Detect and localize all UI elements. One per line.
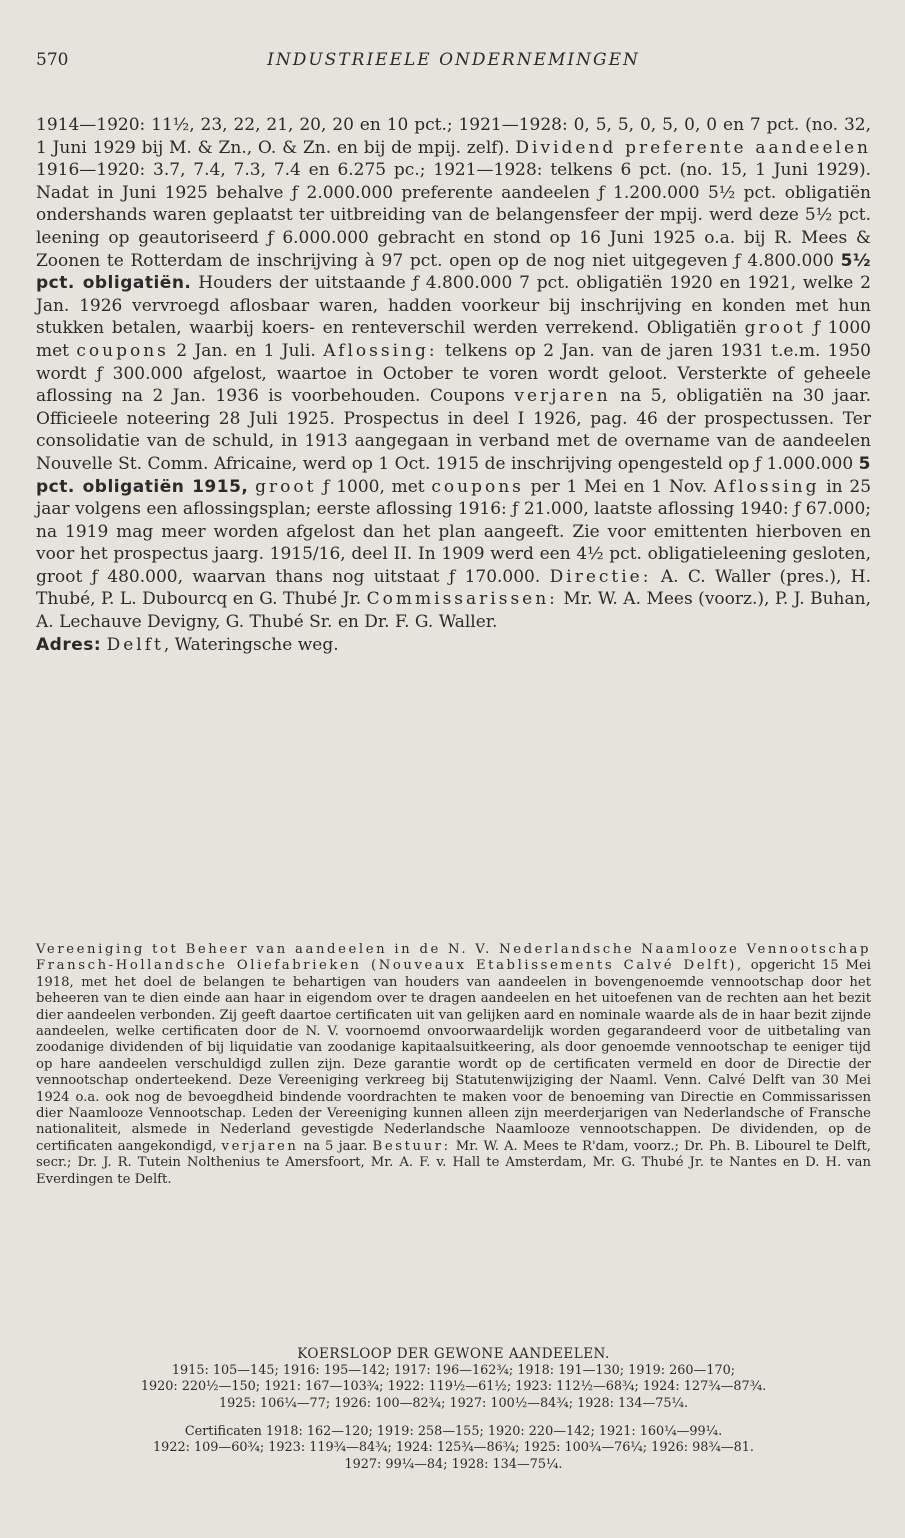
page-header (36, 50, 871, 74)
label-groot-1915: groot (255, 476, 317, 497)
text-directie: A. C. Waller (pres.), H. Thubé, P. L. Dubourcq en G. Thubé Jr. (36, 566, 871, 610)
label-adres: Adres: (36, 634, 102, 655)
vereeniging-paragraph (36, 942, 871, 1188)
vereeniging-section (36, 942, 871, 1188)
text-redemption: telkens op 2 Jan. van de jaren 1931 t.e.m. 1950 wordt ƒ 300.000 afgelost, waartoe in October te voren wordt geloot. Versterkte of geheele aflossing na 2 Jan. 1936 is voorbehouden. Coupons (36, 340, 871, 407)
main-paragraph (36, 114, 871, 634)
text-coupon-dates-1915: per 1 Mei en 1 Nov. (523, 476, 714, 497)
label-aflossing-1915: Aflossing (713, 476, 820, 497)
koers-line: Certificaten 1918: 162—120; 1919: 258—155; 1920: 220—142; 1921: 160¼—99¼. (184, 1424, 723, 1439)
koersloop-gewone (36, 1363, 871, 1412)
text-bond-details: Houders der uitstaande ƒ 4.800.000 7 pct. obligatiën 1920 en 1921, welke 2 Jan. 1926 vervroegd aflosbaar waren, hadden voorkeur bij inschrijving en konden met hun stukken betalen, waarbij koers- en renteverschil werden verrekend. Obligatiën (36, 273, 871, 339)
label-directie: Directie: (549, 566, 652, 587)
vereeniging-description: opgericht 15 Mei 1918, met het doel de belangen te behartigen van houders van aandeelen in bovengenoemde vennootschap door het beheeren van te dien einde aan haar in eigendom over te dragen aandeelen en het uitoefenen van de rechten aan het bezit dier aandeelen verbonden. Zij geeft daartoe certificaten uit van gelijken aard en nominale waarde als de in haar bezit zijnde aandeelen, welke certificaten door de N. V. voornoemd onvoorwaardelijk worden gegarandeerd voor de uitbetaling van zoodanige dividenden of bij liquidatie van zoodanige kapitaalsuitkeering, als door genoemde vennootschap te eeniger tijd op hare aandeelen verschuldigd zullen zijn. Deze garantie wordt op de certificaten vermeld en door de Directie der vennootschap onderteekend. Deze Vereeniging verkreeg bij Statutenwijziging der Naaml. Venn. Calvé Delft van 30 Mei 1924 o.a. ook nog de bevoegdheid bindende voordrachten te maken voor de benoeming van Directie en Commissarissen dier Naamlooze Vennootschap. Leden der Vereeniging kunnen alleen zijn meerderjarigen van Nederlandsche of Fransche nationaliteit, alsmede in Nederland gevestigde Nederlandsche Naamlooze vennootschappen. De dividenden, op de certificaten aangekondigd, (36, 958, 872, 1154)
text-bond-issue: 1916—1920: 3.7, 7.4, 7.3, 7.4 en 6.275 pc.; 1921—1928: telkens 6 pct. (no. 15, 1 Juni 1929). Nadat in Juni 1925 behalve ƒ 2.000.000 preferente aandeelen ƒ 1.200.000 5½ pct. obligatiën ondershands waren geplaatst ter uitbreiding van de belangensfeer der mpij. werd deze 5½ pct. leening op geautoriseerd ƒ 6.000.000 gebracht en stond op 16 Juni 1925 o.a. bij R. Mees & Zoonen te Rotterdam de inschrijving à 97 pct. open op de nog niet uitgegeven ƒ 4.800.000 (36, 160, 871, 271)
label-coupons-1915: coupons (431, 476, 524, 497)
koers-line: 1920: 220½—150; 1921: 167—103¾; 1922: 119½—61½; 1923: 112½—68¾; 1924: 127¾—87¾. (140, 1379, 767, 1395)
text-dividend-common: 1914—1920: 11½, 23, 22, 21, 20, 20 en 10 pct.; 1921—1928: 0, 5, 5, 0, 5, 0, 0 en 7 pct. (no. 32, 1 Juni 1929 bij M. & Zn., O. & Zn. en bij de mpij. zelf). (36, 115, 871, 158)
koersloop-certificaten (36, 1424, 871, 1473)
label-groot: groot (744, 318, 806, 339)
text-verjaren-period: na 5 jaar. (298, 1138, 373, 1154)
address-city: Delft (106, 634, 164, 655)
address-line (36, 634, 871, 657)
address-street: , Wateringsche weg. (163, 634, 339, 655)
label-dividend-preferred: Dividend preferente aandeelen (515, 137, 872, 158)
label-commissarissen: Commissarissen: (366, 589, 558, 610)
vereeniging-name: Vereeniging tot Beheer van aandeelen in de N. V. Nederlandsche Naamlooze Vennootschap Fransch-Hollandsche Oliefabrieken (Nouveaux Etablissements Calvé Delft), (36, 942, 871, 974)
text-consolidation: na 5, obligatiën na 30 jaar. Officieele noteering 28 Juli 1925. Prospectus in deel I 1926, pag. 46 der prospectussen. Ter consolidatie van de schuld, in 1913 aangegaan in verband met de overname van de aandeelen Nouvelle St. Comm. Africaine, werd op 1 Oct. 1915 de inschrijving opengesteld op ƒ 1.000.000 (36, 386, 871, 474)
text-redemption-plan: in 25 jaar volgens een aflossingsplan; eerste aflossing 1916: ƒ 21.000, laatste aflossing 1940: ƒ 67.000; na 1919 mag meer worden afgelost dan het plan aangeeft. Zie voor emittenten hierboven en voor het prospectus jaarg. 1915/16, deel II. In 1909 werd een 4½ pct. obligatieleening gesloten, groot ƒ 480.000, waarvan thans nog uitstaat ƒ 170.000. (36, 476, 872, 587)
text-denomination-1915: ƒ 1000, met (316, 476, 432, 497)
text-denomination: ƒ 1000 met (36, 318, 871, 361)
label-aflossing: Aflossing: (323, 340, 438, 361)
koers-line: 1927: 99¼—84; 1928: 134—75¼. (344, 1456, 563, 1472)
label-bestuur: Bestuur: (372, 1138, 451, 1154)
label-verjaren: verjaren (514, 386, 611, 407)
koers-line: 1915: 105—145; 1916: 195—142; 1917: 196—162¾; 1918: 191—130; 1919: 260—170; (171, 1363, 736, 1378)
text-bestuur: Mr. W. A. Mees te R'dam, voorz.; Dr. Ph. B. Libourel te Delft, secr.; Dr. J. R. Tutein Nolthenius te Amersfoort, Mr. A. F. v. Hall te Amsterdam, Mr. G. Thubé Jr. te Nantes en D. H. van Everdingen te Delft. (36, 1138, 871, 1187)
label-bond-5-5-pct: 5½ pct. obligatiën. (36, 250, 871, 294)
text-coupon-dates: 2 Jan. en 1 Juli. (168, 340, 324, 361)
running-title: INDUSTRIEELE ONDERNEMINGEN (267, 50, 640, 70)
koersloop-title: KOERSLOOP DER GEWONE AANDEELEN. (297, 1346, 610, 1362)
company-description (36, 114, 871, 656)
label-coupons: coupons (76, 340, 169, 361)
koers-line: 1922: 109—60¾; 1923: 119¾—84¾; 1924: 125¾—86¾; 1925: 100¾—76¼; 1926: 98¾—81. (153, 1440, 754, 1456)
page-number: 570 (36, 50, 69, 70)
label-bond-1915: 5 pct. obligatiën 1915, (36, 453, 871, 497)
koers-line: 1925: 106¼—77; 1926: 100—82¾; 1927: 100½—84¾; 1928: 134—75¼. (218, 1395, 689, 1411)
label-verjaren-small: verjaren (221, 1138, 299, 1154)
text-commissarissen: Mr. W. A. Mees (voorz.), P. J. Buhan, A. Lechauve Devigny, G. Thubé Sr. en Dr. F. G. Waller. (36, 589, 871, 633)
